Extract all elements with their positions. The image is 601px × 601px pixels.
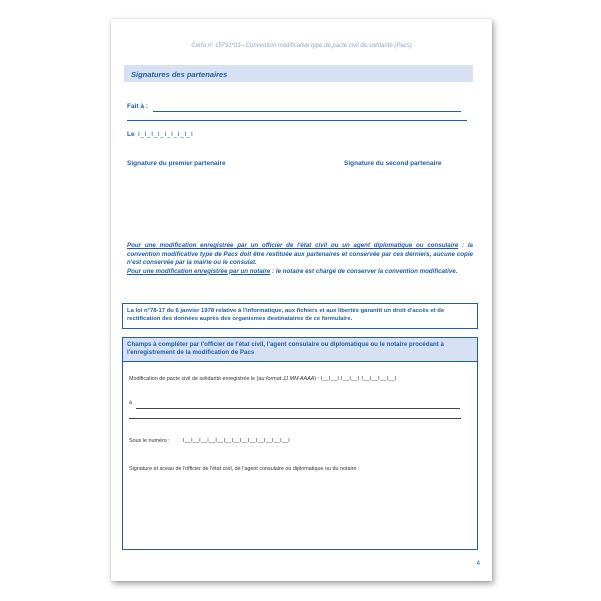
second-partner-signature-label: Signature du second partenaire: [344, 160, 442, 167]
officer-signature-label: Signature et sceau de l'officier de l'état civil, de l'agent consulaire ou diplomatique ou du notaire :: [129, 466, 360, 472]
numero-label: Sous le numéro :: [129, 438, 170, 444]
law-notice-text: La loi n°78-17 du 6 janvier 1978 relative à l'informatique, aux fichiers et aux libertés garantit un droit d'accès et de rectification des données auprès des organismes destinataires de ce formulaire.: [127, 308, 445, 322]
registered-date-fields[interactable]: I__I__I I__I__I I__I__I__I__I: [320, 376, 397, 382]
fait-line[interactable]: [153, 111, 461, 112]
page-number: 4: [476, 561, 480, 567]
document-page: [111, 19, 492, 581]
law-notice-box: [122, 303, 478, 329]
a-line[interactable]: [136, 408, 460, 409]
registered-suffix: ) :: [314, 376, 320, 382]
notice-officer-underlined: Pour une modification enregistrée par un officier de l'état civil ou un agent diplomatique ou consulaire: [127, 242, 459, 249]
format-hint: au format JJ MM AAAA: [258, 376, 315, 382]
officer-box-header: [123, 338, 477, 362]
a-line-2[interactable]: [129, 418, 461, 419]
officer-box-header-text: Champs à compléter par l'officier de l'état civil, l'agent consulaire ou diplomatique ou le notaire procédant à l'enregistrement de la modification de Pacs: [127, 341, 444, 357]
le-label: Le: [127, 131, 135, 138]
date-boxes[interactable]: I_I_I_I_I_I_I_I_I: [138, 131, 194, 138]
fait-label: Fait à :: [127, 103, 148, 110]
numero-boxes[interactable]: I__I__I__I__I__I__I__I__I__I__I__I__I__I: [183, 438, 290, 444]
fait-line-2[interactable]: [127, 120, 467, 121]
officer-fields-box: [122, 337, 478, 550]
notice-notary-rest: : le notaire est chargé de conserver la convention modificative.: [270, 267, 458, 275]
registered-date-row: [129, 376, 397, 382]
section-title: Signatures des partenaires: [131, 70, 228, 79]
notice-officer: [127, 242, 473, 268]
a-label: à: [129, 400, 132, 406]
notice-notary-underlined: Pour une modification enregistrée par un notaire: [127, 267, 271, 275]
notice-notary: [127, 268, 473, 277]
registered-label: Modification de pacte civil de solidarité enregistrée le (: [129, 376, 259, 382]
cerfa-header: Cerfa n° 15791*01– Convention modificative type de pacte civil de solidarité (Pacs): [191, 43, 412, 49]
notice-officer-rest: : la convention modificative type de Pacs doit être restituée aux partenaires et conservée par ces derniers, aucune copie n'est conservée par la mairie ou le consulat.: [127, 242, 473, 267]
notice-paragraph: [127, 242, 473, 276]
first-partner-signature-label: Signature du premier partenaire: [127, 160, 226, 167]
